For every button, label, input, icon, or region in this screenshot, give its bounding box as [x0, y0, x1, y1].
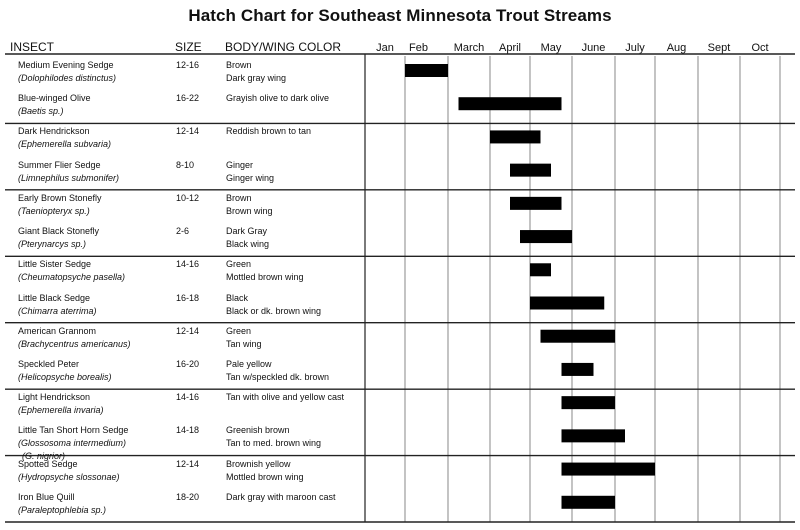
hook-size: 8-10: [176, 159, 195, 170]
body-wing-color: Tan with olive and yellow cast: [226, 392, 345, 403]
insect-scientific-name: (Paraleptophlebia sp.): [18, 504, 107, 515]
hatch-bar: [541, 330, 616, 343]
body-wing-color: Black wing: [226, 239, 270, 250]
body-wing-color: Dark gray wing: [226, 73, 287, 83]
insect-name: American Grannom: [18, 325, 97, 336]
hatch-bar: [490, 130, 541, 143]
body-wing-color: Tan to med. brown wing: [226, 438, 322, 449]
hook-size: 12-14: [176, 458, 200, 469]
body-wing-color: Dark Gray: [226, 226, 268, 237]
insect-name: Medium Evening Sedge: [18, 60, 114, 70]
body-wing-color: Black: [226, 292, 249, 303]
insect-scientific-name: (Ephemerella subvaria): [18, 139, 112, 150]
insect-scientific-name: (Brachycentrus americanus): [18, 338, 131, 349]
insect-name: Summer Flier Sedge: [18, 159, 101, 170]
body-wing-color: Mottled brown wing: [226, 272, 304, 283]
hook-size: 14-18: [176, 425, 200, 436]
insect-scientific-name: (Dolophilodes distinctus): [18, 73, 117, 83]
hatch-bar: [562, 496, 616, 509]
hook-size: 14-16: [176, 392, 200, 403]
month-label: Feb: [409, 42, 428, 54]
hook-size: 16-18: [176, 292, 200, 303]
body-wing-color: Tan wing: [226, 338, 262, 349]
hatch-bar: [510, 197, 562, 210]
body-wing-color: Grayish olive to dark olive: [226, 93, 330, 104]
hook-size: 12-14: [176, 126, 200, 137]
body-wing-color: Green: [226, 325, 252, 336]
month-label: Sept: [707, 42, 731, 54]
body-wing-color: Brown: [226, 192, 252, 203]
hatch-bar: [459, 97, 562, 110]
body-wing-color: Reddish brown to tan: [226, 126, 312, 137]
hook-size: 10-12: [176, 192, 200, 203]
hatch-bar: [530, 263, 551, 276]
body-wing-color: Ginger: [226, 159, 254, 170]
insect-scientific-name: (Pterynarcys sp.): [18, 239, 87, 250]
hatch-bar: [405, 64, 448, 77]
month-label: Aug: [666, 42, 687, 54]
body-wing-color: Pale yellow: [226, 358, 272, 369]
month-label: June: [581, 42, 606, 54]
insect-name: Blue-winged Olive: [18, 93, 91, 104]
insect-scientific-name: (Baetis sp.): [18, 106, 64, 117]
body-wing-color: Dark gray with maroon cast: [226, 491, 336, 502]
insect-name: Dark Hendrickson: [18, 126, 90, 137]
insect-name: Speckled Peter: [18, 358, 80, 369]
insect-alt-scientific-name: (G. nigrior): [22, 451, 66, 462]
month-label: Jan: [376, 42, 394, 54]
insect-name: Light Hendrickson: [18, 392, 91, 403]
body-wing-color: Black or dk. brown wing: [226, 305, 322, 316]
hook-size: 16-22: [176, 93, 200, 104]
hook-size: 14-16: [176, 259, 200, 270]
hook-size: 16-20: [176, 358, 200, 369]
hook-size: 12-14: [176, 325, 200, 336]
size-column-header: SIZE: [175, 40, 202, 54]
hook-size: 2-6: [176, 226, 190, 237]
insect-name: Spotted Sedge: [18, 458, 78, 469]
month-label: Oct: [751, 42, 769, 54]
month-label: July: [625, 42, 645, 54]
body-wing-color: Tan w/speckled dk. brown: [226, 371, 330, 382]
body-wing-color: Ginger wing: [226, 172, 275, 183]
month-label: March: [453, 42, 485, 54]
hatch-bar: [520, 230, 572, 243]
color-column-header: BODY/WING COLOR: [225, 40, 342, 54]
insect-scientific-name: (Hydropsyche slossonae): [18, 471, 120, 482]
month-label: May: [540, 42, 562, 54]
insect-scientific-name: (Glossosoma intermedium): [18, 438, 127, 449]
hatch-bar: [562, 429, 626, 442]
month-label: April: [498, 42, 521, 54]
insect-scientific-name: (Taeniopteryx sp.): [18, 205, 90, 216]
insect-scientific-name: (Chimarra aterrima): [18, 305, 97, 316]
body-wing-color: Brown: [226, 60, 252, 70]
body-wing-color: Greenish brown: [226, 425, 290, 436]
body-wing-color: Brownish yellow: [226, 458, 291, 469]
hatch-bar: [562, 363, 594, 376]
insect-scientific-name: (Cheumatopsyche pasella): [18, 272, 126, 283]
hatch-bar: [530, 297, 604, 310]
chart-title: Hatch Chart for Southeast Minnesota Trout Streams: [188, 6, 612, 25]
body-wing-color: Brown wing: [226, 205, 273, 216]
body-wing-color: Green: [226, 259, 252, 270]
hook-size: 12-16: [176, 60, 200, 70]
insect-name: Giant Black Stonefly: [18, 226, 100, 237]
insect-scientific-name: (Limnephilus submonifer): [18, 172, 120, 183]
insect-name: Little Sister Sedge: [18, 259, 92, 270]
hatch-bar: [510, 164, 551, 177]
insect-name: Little Tan Short Horn Sedge: [18, 425, 129, 436]
hook-size: 18-20: [176, 491, 200, 502]
hatch-bar: [562, 463, 656, 476]
insect-scientific-name: (Ephemerella invaria): [18, 405, 104, 416]
insect-name: Early Brown Stonefly: [18, 192, 102, 203]
body-wing-color: Mottled brown wing: [226, 471, 304, 482]
insect-name: Iron Blue Quill: [18, 491, 75, 502]
hatch-bar: [562, 396, 616, 409]
insect-name: Little Black Sedge: [18, 292, 91, 303]
insect-column-header: INSECT: [10, 40, 55, 54]
insect-scientific-name: (Helicopsyche borealis): [18, 371, 112, 382]
